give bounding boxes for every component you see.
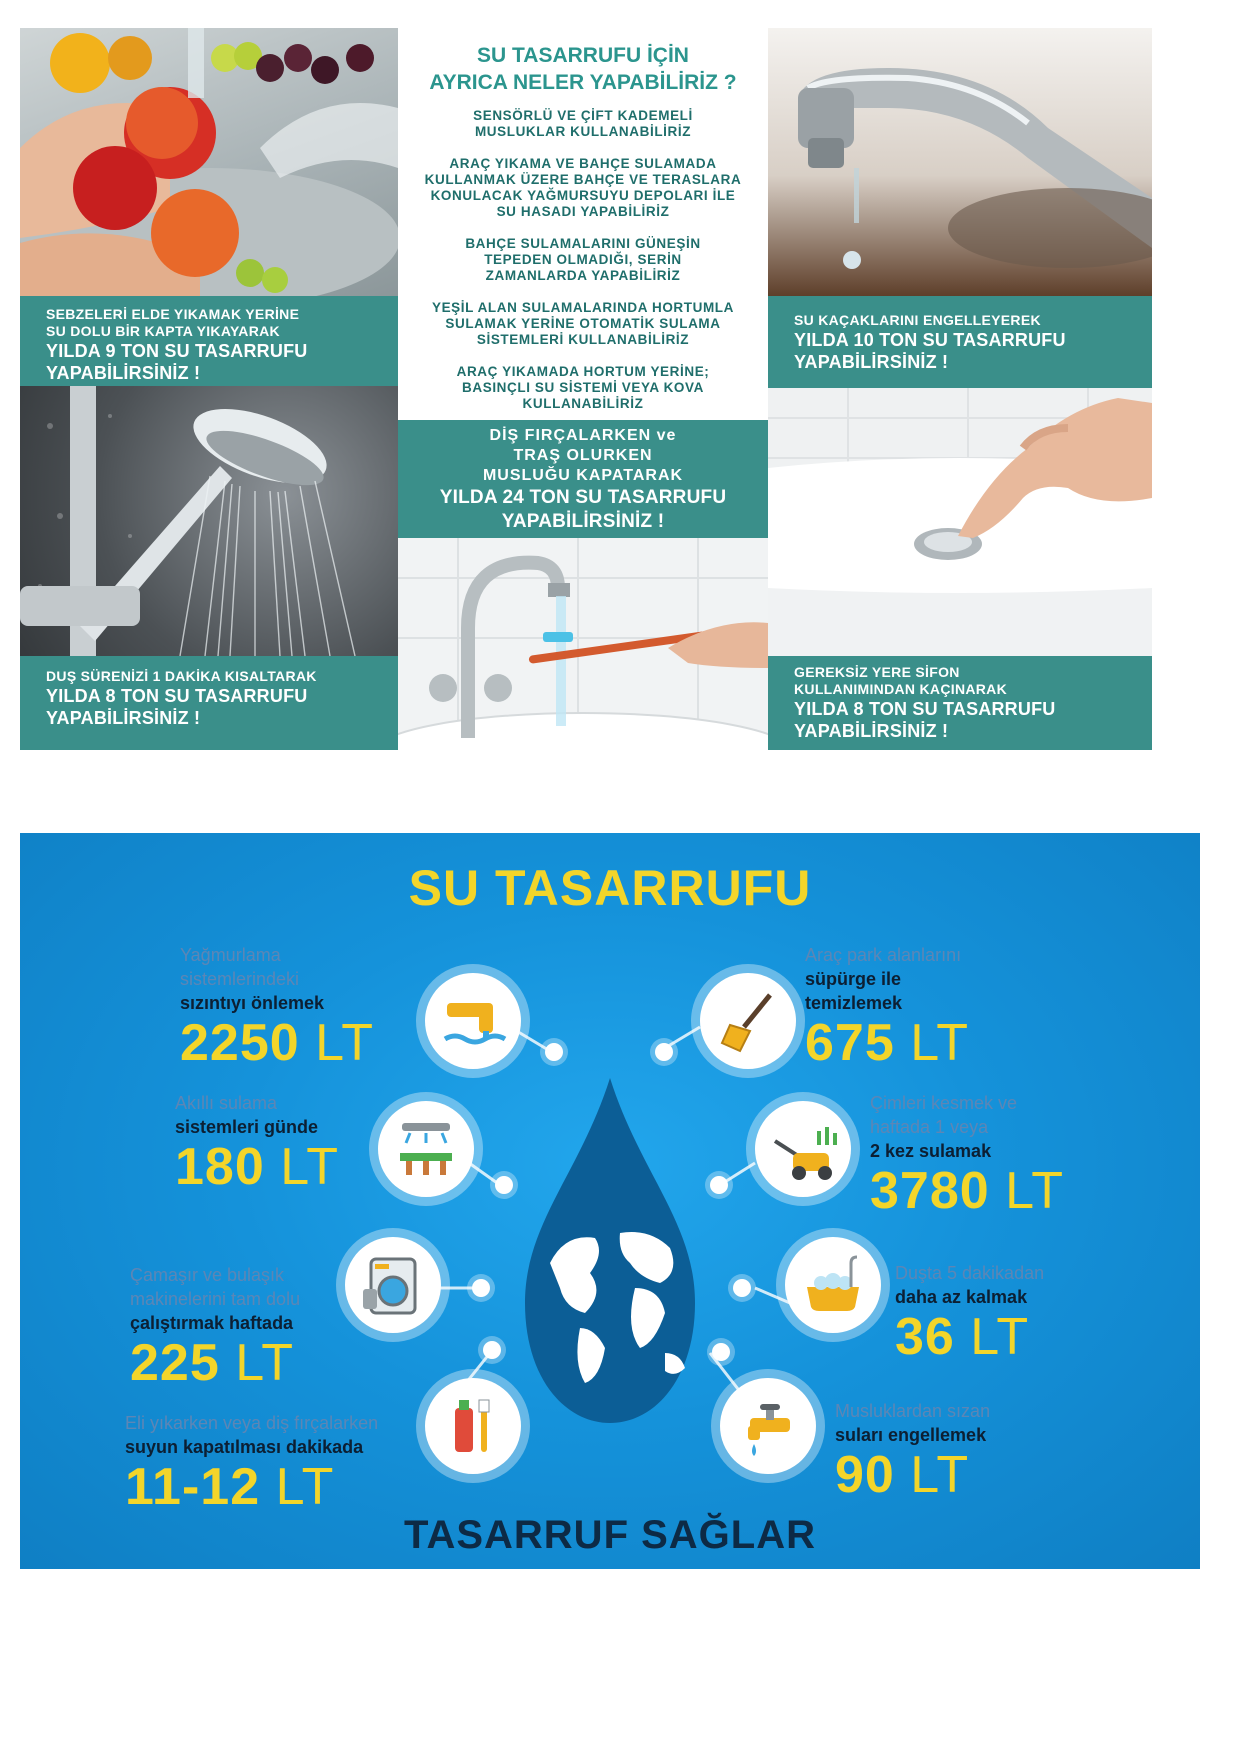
- tip-line: BASINÇLI SU SİSTEMİ VEYA KOVA: [462, 380, 704, 395]
- leaking-faucet-photo: [768, 28, 1152, 296]
- tip-line: SİSTEMLERİ KULLANABİLİRİZ: [476, 332, 690, 347]
- connector-dot: [733, 1279, 751, 1297]
- connector-dot: [545, 1043, 563, 1061]
- stat-desc-bold: daha az kalmak: [895, 1287, 1028, 1307]
- washing-machine-icon: [345, 1237, 441, 1333]
- connector-dot: [472, 1279, 490, 1297]
- stat-unit: LT: [970, 1308, 1030, 1366]
- toilet-flush-photo: [768, 388, 1152, 656]
- tip-highlight: YILDA 24 TON SU TASARRUFU: [439, 487, 727, 508]
- stat-value: [175, 1139, 385, 1195]
- tip-line: MUSLUKLAR KULLANABİLİRİZ: [474, 124, 692, 139]
- infographic-title: SU TASARRUFU: [408, 860, 812, 916]
- stat-hand-washing: [125, 1411, 415, 1515]
- stat-desc-bold: 2 kez sulamak: [870, 1141, 992, 1161]
- tip-line: SU DOLU BİR KAPTA YIKAYARAK: [46, 323, 280, 339]
- stat-number: 36: [895, 1308, 955, 1366]
- stat-number: 675: [805, 1014, 895, 1072]
- tip-highlight: YAPABİLİRSİNİZ !: [46, 708, 201, 728]
- bathtub-icon: [785, 1237, 881, 1333]
- tip-line: BAHÇE SULAMALARINI GÜNEŞİN: [465, 236, 701, 251]
- tip-item: [398, 364, 768, 412]
- tip-line: ZAMANLARDA YAPABİLİRİZ: [485, 268, 681, 283]
- stat-desc: [870, 1139, 1100, 1163]
- stat-lawn: [870, 1091, 1100, 1219]
- title-line: SU TASARRUFU İÇİN: [477, 44, 689, 67]
- tip-line: TRAŞ OLURKEN: [513, 447, 653, 464]
- title-line: AYRICA NELER YAPABİLİRİZ ?: [429, 71, 737, 94]
- tip-item: [398, 236, 768, 284]
- tip-item: [398, 108, 768, 140]
- connector-dot: [483, 1341, 501, 1359]
- stat-desc: Çamaşır ve bulaşık: [130, 1265, 285, 1285]
- connector-dot: [495, 1176, 513, 1194]
- stat-desc-bold: çalıştırmak haftada: [130, 1313, 294, 1333]
- tip-highlight: YAPABİLİRSİNİZ !: [501, 511, 665, 532]
- stat-desc: Musluklardan sızan: [835, 1401, 991, 1421]
- stat-parking-broom: [805, 943, 1025, 1071]
- stat-value: [130, 1335, 350, 1391]
- tip-line: SU HASADI YAPABİLİRİZ: [496, 204, 670, 219]
- stat-desc: [805, 967, 1025, 991]
- tip-line: TEPEDEN OLMADIĞI, SERİN: [484, 252, 682, 267]
- stat-desc: [895, 1285, 1115, 1309]
- stat-desc: [835, 1423, 1055, 1447]
- tip-highlight: YAPABİLİRSİNİZ !: [794, 352, 949, 372]
- stat-value: [870, 1163, 1100, 1219]
- extra-tips-list: [398, 42, 768, 412]
- tip-flush-band: [768, 656, 1152, 750]
- stat-washing-machines: [130, 1263, 350, 1391]
- stat-desc-bold: sızıntıyı önlemek: [180, 993, 325, 1013]
- pipe-leak-icon: [425, 973, 521, 1069]
- tip-line: DİŞ FIRÇALARKEN ve: [489, 427, 677, 444]
- stat-desc: [805, 991, 1025, 1015]
- stat-number: 11-12: [125, 1458, 261, 1516]
- faucet-toothbrush-photo: [398, 538, 768, 750]
- tip-vegetables-band: [20, 296, 398, 386]
- stat-unit: LT: [910, 1014, 970, 1072]
- stat-smart-irrigation: [175, 1091, 385, 1195]
- tip-line: GEREKSİZ YERE SİFON: [794, 664, 960, 680]
- tip-line: ARAÇ YIKAMA VE BAHÇE SULAMADA: [449, 156, 717, 171]
- connector-dot: [710, 1176, 728, 1194]
- stat-desc: [125, 1435, 415, 1459]
- stat-faucet-leak: [835, 1399, 1055, 1503]
- broom-icon: [700, 973, 796, 1069]
- tip-line: ARAÇ YIKAMADA HORTUM YERİNE;: [456, 364, 710, 379]
- stat-number: 180: [175, 1138, 265, 1196]
- tip-line: DUŞ SÜRENİZİ 1 DAKİKA KISALTARAK: [46, 668, 317, 684]
- stat-desc-bold: sistemleri günde: [175, 1117, 319, 1137]
- tip-leak-band: [768, 296, 1152, 388]
- stat-desc: Yağmurlama: [180, 945, 281, 965]
- connector-dot: [655, 1043, 673, 1061]
- tip-line: SU KAÇAKLARINI ENGELLEYEREK: [794, 312, 1041, 328]
- stat-value: [895, 1309, 1115, 1365]
- tip-highlight: YAPABİLİRSİNİZ !: [794, 721, 949, 741]
- tip-line: YEŞİL ALAN SULAMALARINDA HORTUMLA: [431, 300, 735, 315]
- tip-line: KULLANABİLİRİZ: [522, 396, 644, 411]
- tip-line: SULAMAK YERİNE OTOMATİK SULAMA: [445, 316, 721, 331]
- vegetables-washing-photo: [20, 28, 398, 296]
- lawnmower-icon: [755, 1101, 851, 1197]
- stat-unit: LT: [315, 1014, 374, 1072]
- shower-head-photo: [20, 386, 398, 656]
- stat-desc: makinelerini tam dolu: [130, 1289, 301, 1309]
- tip-highlight: YILDA 9 TON SU TASARRUFU: [46, 341, 308, 361]
- stat-desc-bold: suları engellemek: [835, 1425, 987, 1445]
- toothbrush-icon: [425, 1378, 521, 1474]
- stat-unit: LT: [1005, 1162, 1064, 1220]
- tip-line: SENSÖRLÜ VE ÇİFT KADEMELİ: [473, 108, 693, 123]
- stat-unit: LT: [235, 1334, 295, 1392]
- tip-item: [398, 300, 768, 348]
- water-saving-infographic: [20, 833, 1200, 1569]
- tip-line: KULLANMAK ÜZERE BAHÇE VE TERASLARA: [424, 172, 742, 187]
- stat-desc: [130, 1311, 350, 1335]
- stat-number: 3780: [870, 1162, 990, 1220]
- stat-sprinkler-leak: [180, 943, 410, 1071]
- stat-desc: Çimleri kesmek ve: [870, 1093, 1018, 1113]
- tip-highlight: YAPABİLİRSİNİZ !: [46, 363, 201, 383]
- stat-value: [805, 1015, 1025, 1071]
- stat-desc-bold: temizlemek: [805, 993, 903, 1013]
- stat-unit: LT: [275, 1458, 335, 1516]
- stat-shower: [895, 1261, 1115, 1365]
- stat-desc: [180, 991, 410, 1015]
- stat-number: 225: [130, 1334, 220, 1392]
- stat-desc: sistemlerindeki: [180, 969, 300, 989]
- connector-dot: [712, 1343, 730, 1361]
- tip-highlight: YILDA 8 TON SU TASARRUFU: [46, 686, 308, 706]
- stat-desc: Araç park alanlarını: [805, 945, 962, 965]
- tip-line: SEBZELERİ ELDE YIKAMAK YERİNE: [46, 306, 300, 322]
- stat-unit: LT: [910, 1446, 970, 1504]
- infographic-footer: TASARRUF SAĞLAR: [403, 1513, 816, 1557]
- tips-collage: [20, 28, 1152, 750]
- stat-number: 2250: [180, 1014, 300, 1072]
- stat-desc: haftada 1 veya: [870, 1117, 989, 1137]
- tip-line: MUSLUĞU KAPATARAK: [482, 467, 684, 484]
- smart-irrigation-icon: [378, 1101, 474, 1197]
- stat-desc-bold: suyun kapatılması dakikada: [125, 1437, 364, 1457]
- stat-desc: Eli yıkarken veya diş fırçalarken: [125, 1413, 379, 1433]
- faucet-icon: [720, 1378, 816, 1474]
- stat-value: [835, 1447, 1055, 1503]
- stat-desc: Akıllı sulama: [175, 1093, 278, 1113]
- stat-desc: [175, 1115, 385, 1139]
- tip-toothbrush-band: [398, 420, 768, 538]
- stat-number: 90: [835, 1446, 895, 1504]
- tip-shower-band: [20, 656, 398, 750]
- tip-highlight: YILDA 10 TON SU TASARRUFU: [794, 330, 1066, 350]
- tip-highlight: YILDA 8 TON SU TASARRUFU: [794, 699, 1056, 719]
- extra-tips-title: [398, 42, 768, 96]
- stat-desc: Duşta 5 dakikadan: [895, 1263, 1045, 1283]
- stat-value: [180, 1015, 410, 1071]
- tip-line: KULLANIMINDAN KAÇINARAK: [794, 681, 1007, 697]
- tip-line: KONULACAK YAĞMURSUYU DEPOLARI İLE: [430, 188, 736, 203]
- stat-unit: LT: [280, 1138, 340, 1196]
- stat-value: [125, 1459, 415, 1515]
- tip-item: [398, 156, 768, 220]
- stat-desc-bold: süpürge ile: [805, 969, 902, 989]
